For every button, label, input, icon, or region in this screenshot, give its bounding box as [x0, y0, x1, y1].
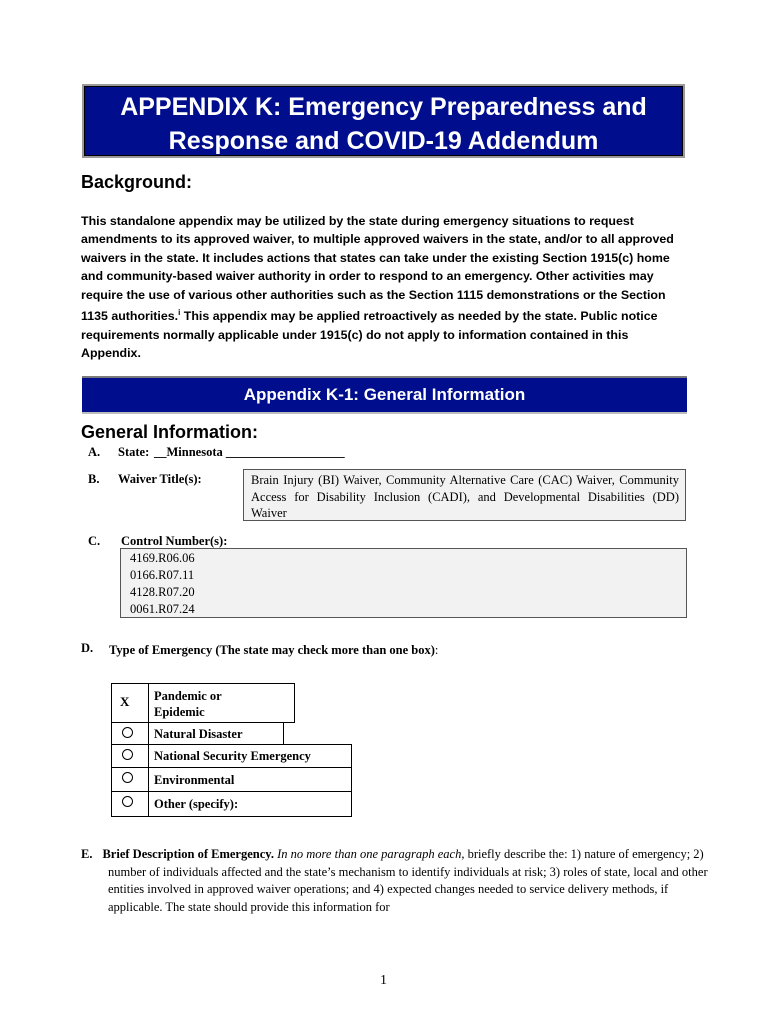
control-number: 0061.R07.24: [130, 602, 195, 616]
environmental-radio-cell[interactable]: [111, 767, 149, 792]
national-security-label: National Security Emergency: [148, 744, 352, 768]
environmental-label: Environmental: [148, 767, 352, 792]
pandemic-label-line-1: Pandemic or: [154, 689, 222, 703]
emergency-type-label: Type of Emergency (The state may check more than one box): [109, 643, 435, 657]
item-e-letter: E.: [81, 847, 93, 861]
checkbox-x-mark: X: [120, 694, 130, 709]
appendix-title-banner: [82, 84, 685, 158]
national-security-radio-cell[interactable]: [111, 744, 149, 768]
item-a-letter: A.: [88, 445, 101, 459]
pandemic-label-line-2: Epidemic: [154, 705, 205, 719]
environmental-radio[interactable]: [122, 772, 133, 783]
natural-disaster-label: Natural Disaster: [148, 722, 284, 745]
natural-disaster-radio[interactable]: [122, 727, 133, 738]
brief-description-paragraph: [81, 846, 718, 916]
title-line-2: Response and COVID-19 Addendum: [168, 127, 599, 155]
page-number: 1: [380, 973, 387, 988]
footnote-mark[interactable]: i: [178, 308, 181, 318]
brief-description-label: Brief Description of Emergency.: [102, 847, 274, 861]
background-paragraph: [81, 212, 691, 362]
item-c-letter: C.: [88, 534, 101, 548]
waiver-title-label: Waiver Title(s):: [118, 472, 202, 486]
emergency-type-question: [109, 641, 438, 659]
brief-description-text: , briefly describe the: 1) nature of emergency; 2) number of individuals affected and the state’s mechanism to identify individuals at risk; 3) roles of state, local and other entities involved in approved waiver operations; and 4) expected changes needed to service delivery methods, if applicable. The state should provide this information for: [108, 847, 708, 914]
pandemic-option-label: [148, 683, 295, 723]
item-d-letter: D.: [81, 641, 94, 655]
other-radio[interactable]: [122, 796, 133, 807]
national-security-radio[interactable]: [122, 749, 133, 760]
brief-description-italic: In no more than one paragraph each: [277, 847, 462, 861]
k1-section-banner: Appendix K-1: General Information: [82, 376, 687, 414]
item-b-letter: B.: [88, 472, 100, 486]
natural-disaster-radio-cell[interactable]: [111, 722, 149, 745]
other-specify-label: Other (specify):: [148, 791, 352, 817]
waiver-title-field[interactable]: Brain Injury (BI) Waiver, Community Alternative Care (CAC) Waiver, Community Access for Disability Inclusion (CADI), and Developmental Disabilities (DD) Waiver: [243, 469, 686, 521]
background-text: This standalone appendix may be utilized by the state during emergency situations to request amendments to its approved waiver, to multiple approved waivers in the state, and/or to all approved waivers in the state. It includes actions that states can take under the existing Section 1915(c) home and community-based waiver authority in order to respond to an emergency. Other activities may require the use of various other authorities such as the Section 1115 demonstrations or the Section 1135 authorities.: [81, 214, 674, 324]
control-number: 4128.R07.20: [130, 585, 195, 599]
control-number-label: Control Number(s):: [121, 534, 228, 548]
background-text-rest: This appendix may be applied retroactively as needed by the state. Public notice requirements normally applicable under 1915(c) do not apply to information contained in this Appendix.: [81, 309, 658, 360]
control-number-field[interactable]: [120, 548, 687, 618]
state-value[interactable]: __Minnesota ___________________: [154, 445, 345, 459]
title-line-1: APPENDIX K: Emergency Preparedness and: [120, 93, 647, 121]
general-info-heading: General Information:: [81, 422, 259, 442]
state-label: State:: [118, 445, 150, 459]
pandemic-checkbox[interactable]: [111, 683, 149, 723]
background-heading: Background:: [81, 172, 193, 192]
control-number: 4169.R06.06: [130, 551, 195, 565]
emergency-type-colon: :: [434, 643, 439, 657]
other-radio-cell[interactable]: [111, 791, 149, 817]
control-number: 0166.R07.11: [130, 568, 195, 582]
